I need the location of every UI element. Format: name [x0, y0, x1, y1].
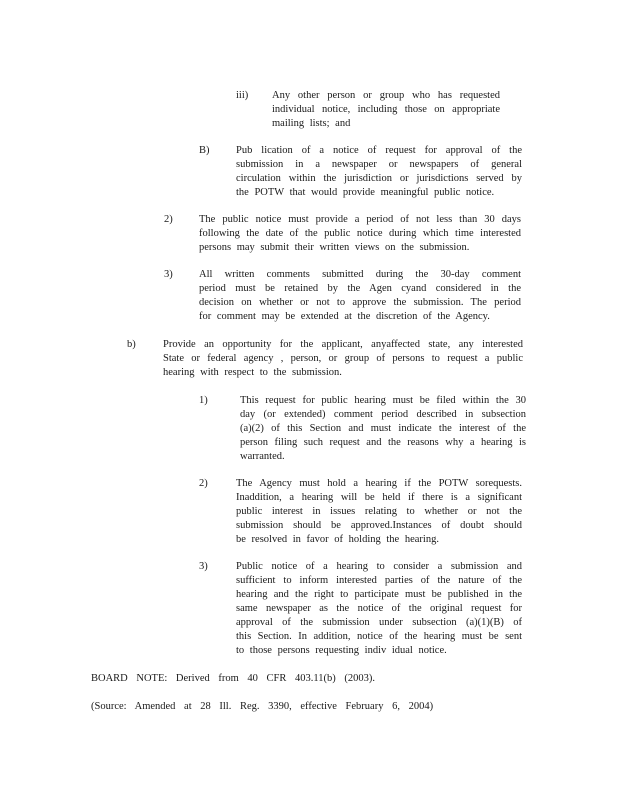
paragraph-text	[199, 268, 521, 324]
text-line: public interest in issues relating to whether or not the	[236, 506, 522, 517]
text-line: mailing lists; and	[272, 118, 351, 129]
text-line: day (or extended) comment period described in subsection	[240, 409, 526, 420]
paragraph-text	[236, 144, 522, 200]
paragraph-text	[272, 89, 500, 131]
source-note: (Source: Amended at 28 Ill. Reg. 3390, effective February 6, 2004)	[91, 701, 434, 712]
text-line: Provide an opportunity for the applicant, anyaffected state, any interested	[163, 339, 523, 350]
paragraph-text	[163, 338, 523, 380]
text-line: The Agency must hold a hearing if the POTW sorequests.	[236, 478, 522, 489]
paragraph-text	[236, 477, 522, 547]
text-line: persons may submit their written views on the submission.	[199, 242, 470, 253]
item-marker: 2)	[164, 214, 173, 225]
text-line: Inaddition, a hearing will be held if there is a significant	[236, 492, 522, 503]
text-line: for comment may be extended at the discretion of the Agency.	[199, 311, 490, 322]
text-line: Public notice of a hearing to consider a submission and	[236, 561, 522, 572]
text-line: approval of the submission under subsection (a)(1)(B) of	[236, 617, 522, 628]
text-line: this Section. In addition, notice of the hearing must be sent	[236, 631, 522, 642]
text-line: following the date of the public notice during which time interested	[199, 228, 521, 239]
text-line: submission should be approved.Instances of doubt should	[236, 520, 522, 531]
text-line: hearing and the right to participate must be published in the	[236, 589, 522, 600]
text-line: same newspaper as the notice of the original request for	[236, 603, 522, 614]
text-line: to those persons requesting indiv idual notice.	[236, 645, 447, 656]
text-line: the POTW that would provide meaningful public notice.	[236, 187, 495, 198]
text-line: The public notice must provide a period of not less than 30 days	[199, 214, 521, 225]
item-marker: iii)	[236, 90, 249, 101]
text-line: individual notice, including those on appropriate	[272, 104, 500, 115]
board-note: BOARD NOTE: Derived from 40 CFR 403.11(b) (2003).	[91, 673, 375, 684]
text-line: submission in a newspaper or newspapers of general	[236, 159, 522, 170]
paragraph-text	[199, 213, 521, 255]
text-line: decision on whether or not to approve the submission. The period	[199, 297, 521, 308]
paragraph-text	[240, 394, 526, 464]
text-line: period must be retained by the Agen cyand considered in the	[199, 283, 521, 294]
text-line: State or federal agency , person, or group of persons to request a public	[163, 353, 523, 364]
item-marker: 3)	[199, 561, 208, 572]
item-marker: b)	[127, 339, 136, 350]
item-marker: B)	[199, 145, 210, 156]
text-line: (a)(2) of this Section and must indicate the interest of the	[240, 423, 526, 434]
item-marker: 2)	[199, 478, 208, 489]
paragraph-text	[236, 560, 522, 658]
text-line: warranted.	[240, 451, 285, 462]
text-line: hearing with respect to the submission.	[163, 367, 342, 378]
text-line: Pub lication of a notice of request for approval of the	[236, 145, 522, 156]
text-line: circulation within the jurisdiction or jurisdictions served by	[236, 173, 522, 184]
text-line: sufficient to inform interested parties of the nature of the	[236, 575, 522, 586]
text-line: All written comments submitted during the 30-day comment	[199, 269, 521, 280]
text-line: This request for public hearing must be filed within the 30	[240, 395, 526, 406]
text-line: person filing such request and the reasons why a hearing is	[240, 437, 526, 448]
text-line: Any other person or group who has requested	[272, 90, 500, 101]
item-marker: 3)	[164, 269, 173, 280]
item-marker: 1)	[199, 395, 208, 406]
text-line: be resolved in favor of holding the hearing.	[236, 534, 439, 545]
